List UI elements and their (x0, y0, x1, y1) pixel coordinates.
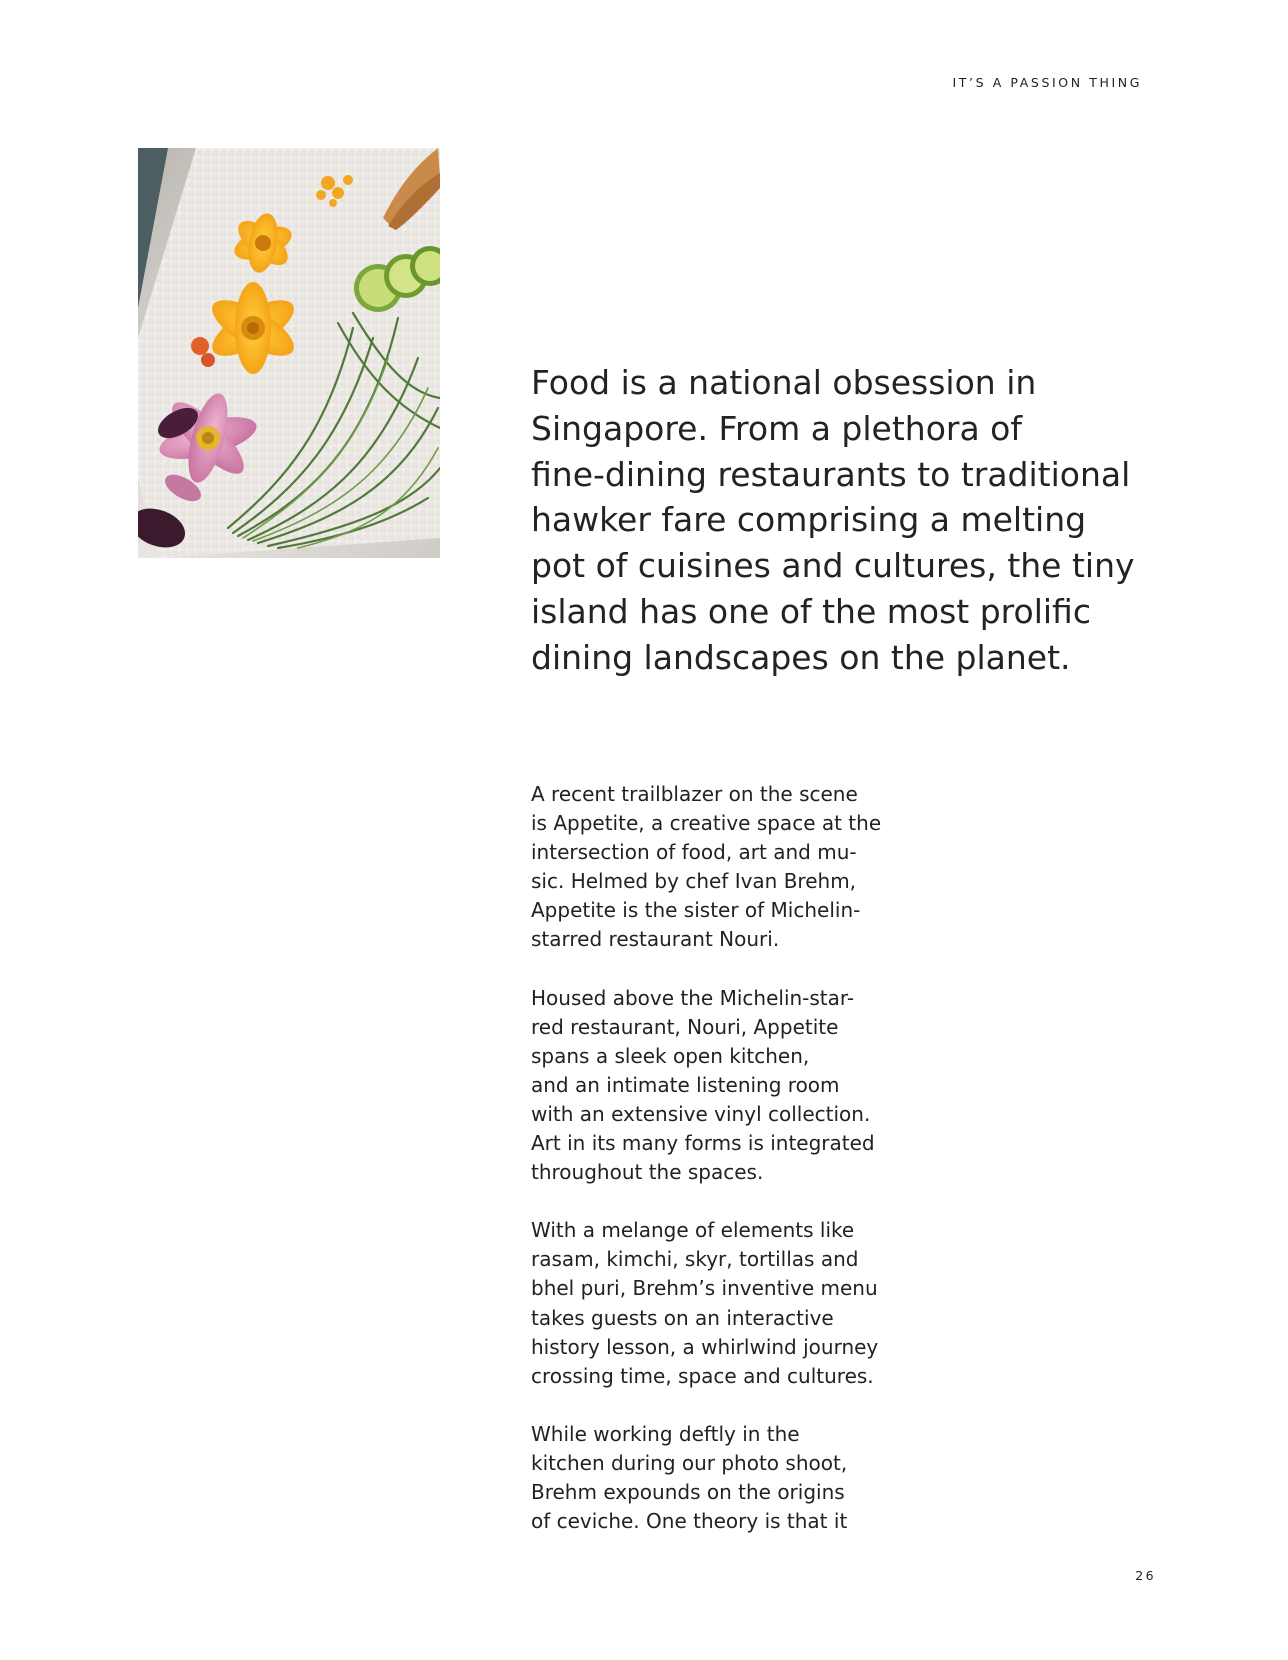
body-line: intersection of food, art and mu- (531, 840, 857, 865)
pull-quote-line: island has one of the most prolific (531, 591, 1091, 631)
body-copy (531, 780, 891, 1565)
body-line: crossing time, space and cultures. (531, 1363, 874, 1388)
body-line: Appetite is the sister of Michelin- (531, 898, 861, 923)
body-line: rasam, kimchi, skyr, tortillas and (531, 1247, 859, 1272)
body-line: spans a sleek open kitchen, (531, 1043, 810, 1068)
body-paragraph-2 (531, 984, 891, 1188)
body-line: kitchen during our photo shoot, (531, 1450, 848, 1475)
food-photo-edible-flowers (138, 148, 440, 558)
body-line: is Appetite, a creative space at the (531, 811, 882, 836)
body-line: takes guests on an interactive (531, 1305, 834, 1330)
page-number: 26 (1135, 1568, 1156, 1583)
pull-quote (531, 360, 1156, 681)
body-line: of ceviche. One theory is that it (531, 1509, 848, 1534)
pull-quote-line: Singapore. From a plethora of (531, 408, 1022, 448)
body-line: sic. Helmed by chef Ivan Brehm, (531, 869, 857, 894)
pull-quote-line: Food is a national obsession in (531, 363, 1037, 402)
pull-quote-line: fine-dining restaurants to traditional (531, 454, 1131, 494)
body-paragraph-4 (531, 1420, 891, 1536)
running-head: IT’S A PASSION THING (952, 75, 1142, 90)
body-line: with an extensive vinyl collection. (531, 1101, 871, 1126)
body-line: With a melange of elements like (531, 1218, 855, 1243)
body-line: throughout the spaces. (531, 1160, 764, 1185)
body-line: and an intimate listening room (531, 1072, 840, 1097)
body-line: bhel puri, Brehm’s inventive menu (531, 1276, 878, 1301)
body-line: red restaurant, Nouri, Appetite (531, 1014, 839, 1039)
body-paragraph-1 (531, 780, 891, 955)
pull-quote-line: hawker fare comprising a melting (531, 500, 1087, 540)
body-line: history lesson, a whirlwind journey (531, 1334, 879, 1359)
body-paragraph-3 (531, 1216, 891, 1391)
body-line: Housed above the Michelin-star- (531, 985, 855, 1010)
body-line: starred restaurant Nouri. (531, 927, 780, 952)
pull-quote-line: pot of cuisines and cultures, the tiny (531, 546, 1135, 586)
pull-quote-line: dining landscapes on the planet. (531, 637, 1071, 677)
body-line: Art in its many forms is integrated (531, 1131, 875, 1156)
body-line: Brehm expounds on the origins (531, 1479, 845, 1504)
body-line: A recent trailblazer on the scene (531, 782, 858, 806)
body-line: While working deftly in the (531, 1421, 800, 1446)
edible-flowers-illustration (138, 148, 440, 558)
